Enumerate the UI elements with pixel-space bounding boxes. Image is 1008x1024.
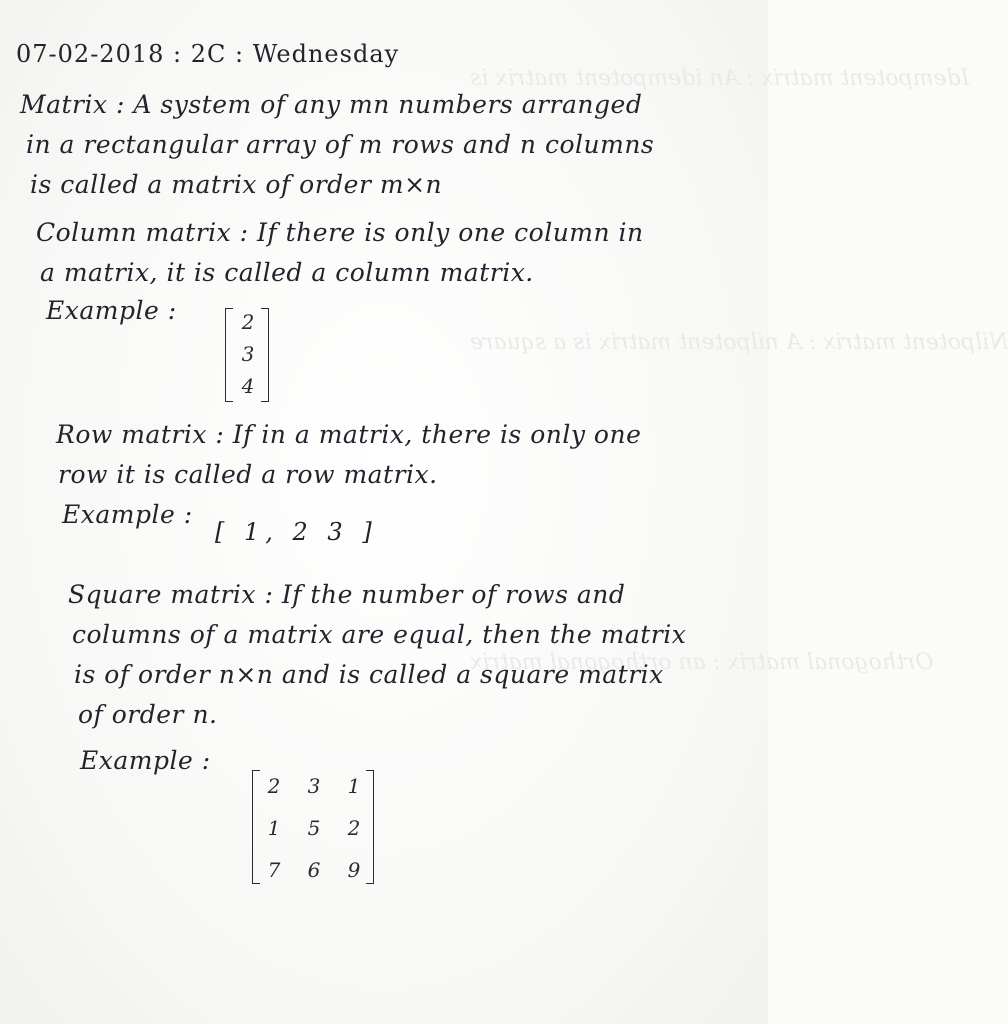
matrix-cell: 9 — [347, 858, 361, 882]
square-matrix-line-4: of order n. — [78, 700, 218, 729]
matrix-cell: 2 — [267, 774, 281, 798]
column-matrix-right-bracket — [261, 308, 269, 402]
column-matrix-left-bracket — [225, 308, 233, 402]
date-header: 07-02-2018 : 2C : Wednesday — [16, 40, 400, 68]
column-matrix-line-2: a matrix, it is called a column matrix. — [40, 258, 534, 287]
square-example-label: Example : — [80, 746, 211, 775]
row-example-label: Example : — [62, 500, 193, 529]
matrix-cell: 2 — [347, 816, 361, 840]
square-matrix-line-2: columns of a matrix are equal, then the matrix — [72, 620, 687, 649]
bleed-through-text: Idempotent matrix : An idempotent matrix is — [470, 66, 970, 91]
column-matrix-line-1: Column matrix : If there is only one column in — [36, 218, 644, 247]
matrix-cell: 3 — [241, 342, 255, 366]
column-example-label: Example : — [46, 296, 177, 325]
matrix-cell: 3 — [307, 774, 321, 798]
square-matrix-right-bracket — [366, 770, 374, 884]
matrix-definition-line-3: is called a matrix of order m×n — [30, 170, 443, 199]
square-matrix-line-3: is of order n×n and is called a square matrix — [74, 660, 664, 689]
matrix-cell: 6 — [307, 858, 321, 882]
matrix-cell: 7 — [267, 858, 281, 882]
row-matrix-line-2: row it is called a row matrix. — [58, 460, 438, 489]
matrix-definition-line-2: in a rectangular array of m rows and n columns — [26, 130, 655, 159]
matrix-cell: 5 — [307, 816, 321, 840]
matrix-cell: 4 — [241, 374, 255, 398]
bleed-through-text: Orthogonal matrix : an orthogonal matrix — [470, 650, 934, 675]
square-matrix-left-bracket — [252, 770, 260, 884]
bleed-through-text: Nilpotent matrix : A nilpotent matrix is a square — [470, 330, 1008, 355]
square-matrix-line-1: Square matrix : If the number of rows and — [68, 580, 626, 609]
matrix-cell: 1 — [347, 774, 361, 798]
matrix-definition-line-1: Matrix : A system of any mn numbers arranged — [20, 90, 643, 119]
row-matrix-line-1: Row matrix : If in a matrix, there is only one — [56, 420, 642, 449]
matrix-cell: 2 — [241, 310, 255, 334]
column-matrix-example — [236, 312, 260, 396]
row-matrix-example: [ 1, 2 3 ] — [215, 518, 378, 546]
matrix-cell: 1 — [267, 816, 281, 840]
square-matrix-example — [262, 776, 366, 880]
